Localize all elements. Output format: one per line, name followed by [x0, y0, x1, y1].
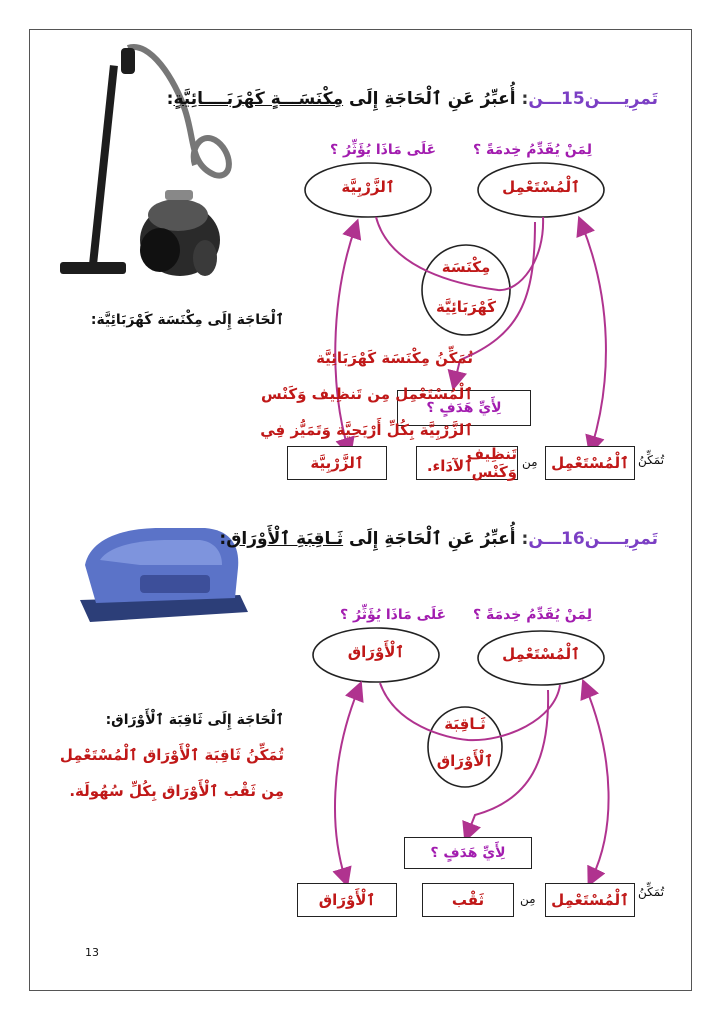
exercise-topic: مِكْنَسَـــةٍ كَهْرَبَــــائِيَّةٍ	[173, 89, 344, 109]
exercise-number: 16	[561, 529, 585, 549]
question-on-what: عَلَى مَاذَا يُؤَثِّرُ ؟	[340, 607, 447, 623]
exercise-label: تَمرِيــــن	[584, 89, 658, 109]
purpose-question-box: لِأَيِّ هَدَفٍ ؟	[404, 837, 532, 869]
box-object: ٱلْأَوْرَاق	[297, 883, 397, 917]
box-action: ثَقْب	[422, 883, 514, 917]
oval-object-label: ٱلزَّرْبِيَّة	[341, 178, 395, 196]
oval-user-label: ٱلْمُسْتَعْمِل	[502, 645, 580, 663]
purpose-question-box: لِأَيِّ هَدَفٍ ؟	[397, 390, 531, 426]
min-label: مِن	[522, 455, 538, 469]
center-label-line2: ٱلْأَوْرَاق	[436, 752, 494, 770]
exercise-prompt: أُعبِّرُ عَنِ ٱلْحَاجَةِ إِلَى	[349, 529, 516, 549]
oval-object-label: ٱلْأَوْرَاق	[347, 643, 405, 661]
side-heading-15: ٱلْحَاجَة إِلَى مِكْنَسَة كَهْرَبَائِيَّة:	[90, 312, 284, 328]
side-heading-16: ٱلْحَاجَة إِلَى ثَاقِبَة ٱلْأَوْرَاق:	[105, 712, 284, 728]
page-number: 13	[85, 946, 99, 959]
side-text-16: تُمَكِّنُ ثَاقِبَة ٱلْأَوْرَاق ٱلْمُسْتَعْمِل مِن ثَقْب ٱلْأَوْرَاق بِكُلِّ سُهُولَة.	[59, 746, 284, 800]
question-for-whom: لِمَنْ يُقَدِّمُ خِدمَةً ؟	[473, 142, 592, 158]
box-user: ٱلْمُسْتَعْمِل	[545, 883, 635, 917]
exercise-label: تَمرِيــــن	[584, 529, 658, 549]
exercise-number: 15	[561, 89, 585, 109]
exercise-prompt: أُعبِّرُ عَنِ ٱلْحَاجَةِ إِلَى	[349, 89, 516, 109]
side-text-15: تُمَكِّنُ مِكْنَسَة كَهْرَبَائِيَّة ٱلْمُسْتَعْمِل مِن تَنظِيف وَكَنْس ٱلزَّرْبِيَّة بِكُلِّ أَرْيَحِيَّة وَتَمَيُّز فِي ٱلآدَاء.	[260, 349, 473, 475]
oval-user-label: ٱلْمُسْتَعْمِل	[502, 178, 580, 196]
box-user: ٱلْمُسْتَعْمِل	[545, 446, 635, 480]
exercise-15-title: تَمرِيــــن15ـــن: أُعبِّرُ عَنِ ٱلْحَاجَةِ إِلَى مِكْنَسَـــةٍ كَهْرَبَــــائِيَّةٍ:	[166, 89, 658, 109]
box-object: ٱلزَّرْبِيَّة	[287, 446, 387, 480]
tamkin-label: تُمَكِّنُ	[638, 885, 665, 899]
tamkin-label: تُمَكِّنُ	[638, 453, 665, 467]
exercise-16-title: تَمرِيــــن16ـــن: أُعبِّرُ عَنِ ٱلْحَاجَةِ إِلَى ثَـاقِبَةِ ٱلْأَوْرَاق:	[219, 529, 658, 549]
vacuum-cleaner-image	[60, 47, 229, 276]
center-label-line1: مِكْنَسَة	[441, 258, 491, 276]
center-label-line2: كَهْرَبَائِيَّة	[435, 298, 497, 316]
exercise-topic: ثَـاقِبَةِ ٱلْأَوْرَاق	[226, 529, 344, 549]
question-on-what: عَلَى مَاذَا يُؤَثِّرُ ؟	[330, 142, 437, 158]
question-for-whom: لِمَنْ يُقَدِّمُ خِدمَةً ؟	[473, 607, 592, 623]
center-label-line1: ثَـاقِبَة	[444, 715, 486, 733]
min-label: مِن	[520, 892, 536, 906]
box-action: تَنظِيف وَكَنْس	[416, 446, 518, 480]
